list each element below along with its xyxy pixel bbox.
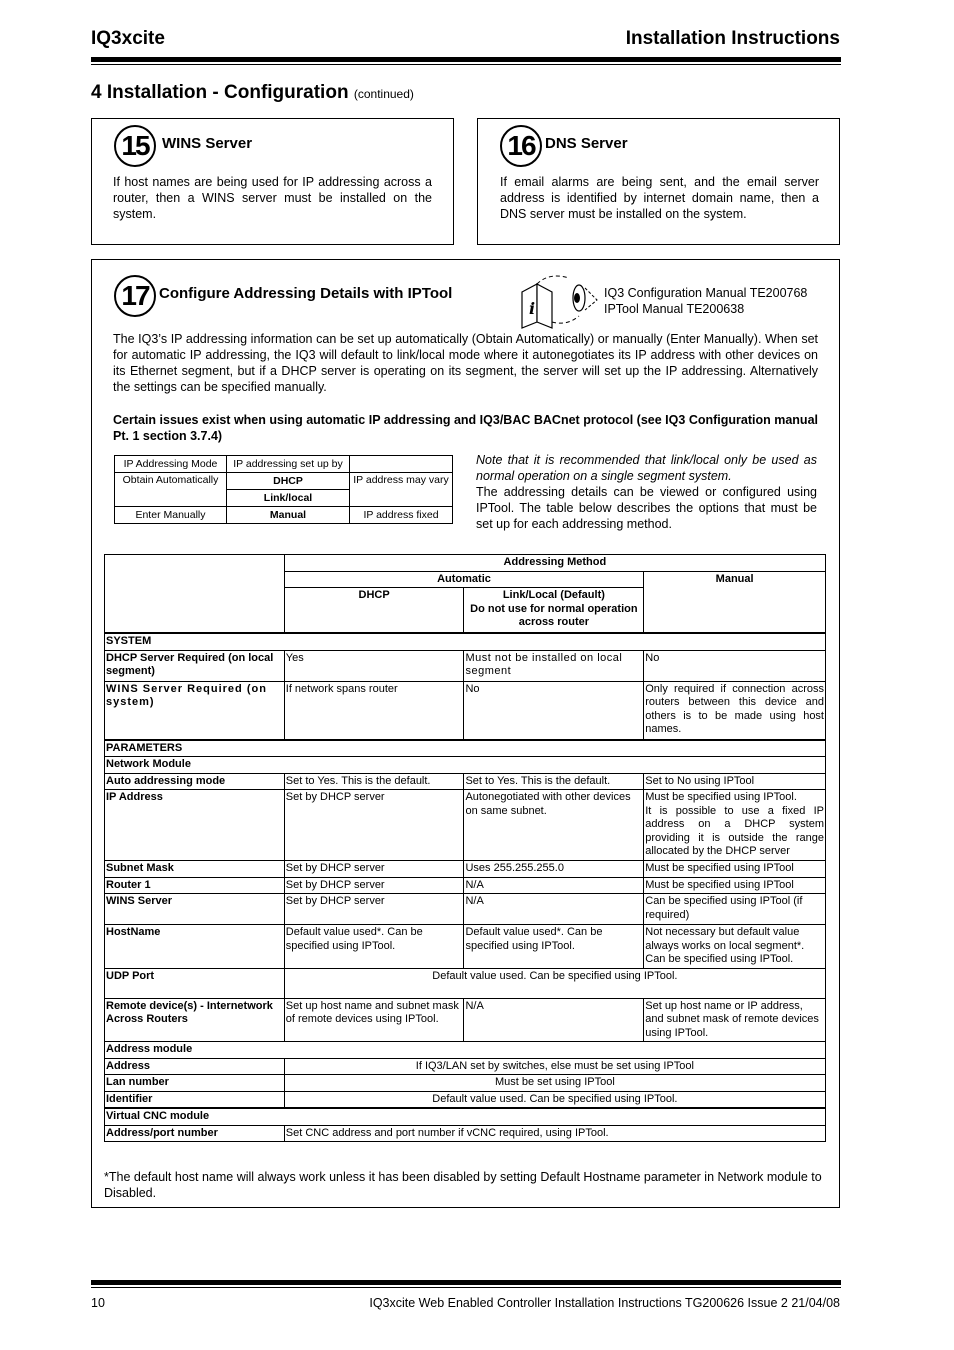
addressing-method-table xyxy=(104,554,826,1142)
table-cell: Enter Manually xyxy=(115,507,227,524)
table-cell: N/A xyxy=(464,998,644,1042)
section-title-text: 4 Installation - Configuration xyxy=(91,82,349,103)
table-row xyxy=(105,877,826,894)
table-cell: Set by DHCP server xyxy=(284,861,464,878)
table-cell: Address/port number xyxy=(105,1125,285,1142)
table-row xyxy=(105,681,826,740)
table-row xyxy=(105,968,826,998)
table-cell: Set by DHCP server xyxy=(284,790,464,861)
table-cell: Must be specified using IPTool. It is possible to use a fixed IP address on a DHCP system providing it is outside the range allocated by the DHCP server xyxy=(644,790,826,861)
table-cell: Default value used. Can be specified using IPTool. xyxy=(284,968,825,998)
table-header: Addressing Method xyxy=(284,555,825,572)
table-cell: Remote device(s) - Internetwork Across Routers xyxy=(105,998,285,1042)
table-cell: Set CNC address and port number if vCNC required, using IPTool. xyxy=(284,1125,825,1142)
table-cell: Uses 255.255.255.0 xyxy=(464,861,644,878)
table-cell: UDP Port xyxy=(105,968,285,998)
step-number-17: 17 xyxy=(114,275,156,317)
table-header: IP Addressing Mode xyxy=(115,456,227,473)
dns-server-title: DNS Server xyxy=(545,135,628,152)
table-cell: Set to Yes. This is the default. xyxy=(284,773,464,790)
step-number-16: 16 xyxy=(500,125,542,167)
table-cell: N/A xyxy=(464,894,644,925)
table-cell: Manual xyxy=(227,507,350,524)
table-header: Automatic xyxy=(284,571,643,588)
addressing-note xyxy=(476,452,817,532)
table-row xyxy=(105,861,826,878)
table-cell: Network Module xyxy=(105,757,826,774)
table-row xyxy=(105,1091,826,1108)
table-cell: PARAMETERS xyxy=(105,740,826,757)
table-row xyxy=(115,456,453,473)
dns-server-box xyxy=(477,118,840,245)
page-number: 10 xyxy=(91,1296,105,1310)
table-cell: Not necessary but default value always works on local segment*. Can be specified using IPTool. xyxy=(644,925,826,969)
table-cell: Address module xyxy=(105,1042,826,1059)
table-row xyxy=(105,555,826,572)
table-cell: SYSTEM xyxy=(105,633,826,650)
table-cell: Set by DHCP server xyxy=(284,894,464,925)
reference-iptool-manual: IPTool Manual TE200638 xyxy=(604,302,745,316)
table-row xyxy=(115,473,453,490)
table-header: IP addressing set up by xyxy=(227,456,350,473)
footer-rule xyxy=(91,1280,841,1285)
table-row xyxy=(105,925,826,969)
table-cell: Auto addressing mode xyxy=(105,773,285,790)
table-row xyxy=(105,894,826,925)
table-row xyxy=(105,633,826,650)
header-rule-thin xyxy=(91,64,841,65)
dns-server-text: If email alarms are being sent, and the email server address is identified by internet domain name, then a DNS server must be installed on the system. xyxy=(500,175,819,221)
table-row xyxy=(105,773,826,790)
table-header: Link/Local (Default) Do not use for normal operation across router xyxy=(464,588,644,634)
table-cell: Must be specified using IPTool xyxy=(644,877,826,894)
table-cell: DHCP xyxy=(227,473,350,490)
table-cell: Default value used*. Can be specified using IPTool. xyxy=(284,925,464,969)
section-continued: (continued) xyxy=(353,87,414,101)
table-cell: Identifier xyxy=(105,1091,285,1108)
table-row xyxy=(115,507,453,524)
table-cell: HostName xyxy=(105,925,285,969)
wins-server-box xyxy=(91,118,454,245)
table-cell: Virtual CNC module xyxy=(105,1108,826,1125)
iptool-note: The addressing details can be viewed or configured using IPTool. The table below describes the options that must be set up for each addressing method. xyxy=(476,485,817,531)
table-cell: Can be specified using IPTool (if required) xyxy=(644,894,826,925)
table-cell: DHCP Server Required (on local segment) xyxy=(105,650,285,681)
wins-server-text: If host names are being used for IP addressing across a router, then a WINS server must be installed on the system. xyxy=(113,175,432,221)
table-cell xyxy=(105,555,285,634)
table-row xyxy=(105,998,826,1042)
table-row xyxy=(105,1108,826,1125)
table-header: DHCP xyxy=(284,588,464,634)
table-cell: IP Address xyxy=(105,790,285,861)
table-cell: Obtain Automatically xyxy=(115,473,227,507)
table-cell: Autonegotiated with other devices on same subnet. xyxy=(464,790,644,861)
footer-doc-info: IQ3xcite Web Enabled Controller Installation Instructions TG200626 Issue 2 21/04/08 xyxy=(369,1296,840,1310)
table-row xyxy=(105,1125,826,1142)
table-cell: WINS Server Required (on system) xyxy=(105,681,285,740)
table-cell: If IQ3/LAN set by switches, else must be set using IPTool xyxy=(284,1058,825,1075)
table-cell: Must be set using IPTool xyxy=(284,1075,825,1092)
reference-config-manual: IQ3 Configuration Manual TE200768 xyxy=(604,286,808,300)
table-cell: Link/local xyxy=(227,490,350,507)
table-cell: Set to Yes. This is the default. xyxy=(464,773,644,790)
table-cell: Default value used*. Can be specified using IPTool. xyxy=(464,925,644,969)
table-cell: Address xyxy=(105,1058,285,1075)
table-row xyxy=(105,790,826,861)
wins-server-title: WINS Server xyxy=(162,135,253,152)
header-rule xyxy=(91,57,841,62)
bacnet-warning-paragraph: Certain issues exist when using automatic IP addressing and IQ3/BAC BACnet protocol (see IQ3 Configuration manual Pt. 1 section 3.7.4) xyxy=(113,413,818,443)
hostname-footnote: *The default host name will always work unless it has been disabled by setting Default Hostname parameter in Network module to Disabled. xyxy=(104,1170,822,1200)
table-cell: Set by DHCP server xyxy=(284,877,464,894)
table-cell: Must be specified using IPTool xyxy=(644,861,826,878)
table-cell: No xyxy=(644,650,826,681)
table-cell: Router 1 xyxy=(105,877,285,894)
footer-rule-thin xyxy=(91,1287,841,1288)
iptool-config-box xyxy=(91,259,840,1208)
table-cell: Yes xyxy=(284,650,464,681)
header-doc-name: IQ3xcite xyxy=(91,28,165,49)
manual-references xyxy=(604,285,807,317)
table-cell: Lan number xyxy=(105,1075,285,1092)
table-row xyxy=(105,1058,826,1075)
table-cell: N/A xyxy=(464,877,644,894)
table-header: Manual xyxy=(644,571,826,633)
table-cell: IP address fixed xyxy=(350,507,453,524)
table-row xyxy=(105,740,826,757)
table-cell: Only required if connection across routers between this device and others is to be made using host names. xyxy=(644,681,826,740)
table-cell xyxy=(350,456,453,473)
table-cell: No xyxy=(464,681,644,740)
section-title xyxy=(91,82,414,104)
table-row xyxy=(105,650,826,681)
table-row xyxy=(105,1075,826,1092)
addressing-mode-summary-table xyxy=(114,455,453,524)
table-cell: Set to No using IPTool xyxy=(644,773,826,790)
addressing-intro-paragraph: The IQ3’s IP addressing information can be set up automatically (Obtain Automatically) or manually (Enter Manually). When set for automatic IP addressing, the IQ3 will default to link/local mode where it autonegotiates its IP address with other devices on its Ethernet segment, but if a DHCP server is operating on its segment, the server will set up the IP addressing. Alternatively the settings can be specified manually. xyxy=(113,332,818,394)
table-row xyxy=(105,1042,826,1059)
table-cell: Must not be installed on local segment xyxy=(464,650,644,681)
table-row xyxy=(105,757,826,774)
table-cell: Set up host name or IP address, and subnet mask of remote devices using IPTool. xyxy=(644,998,826,1042)
table-cell: IP address may vary xyxy=(350,473,453,507)
svg-text:i: i xyxy=(529,299,536,318)
manual-reference-icon xyxy=(519,270,604,330)
table-cell: Subnet Mask xyxy=(105,861,285,878)
link-local-note: Note that it is recommended that link/local only be used as normal operation on a single segment system. xyxy=(476,453,817,483)
header-doc-type: Installation Instructions xyxy=(625,28,840,49)
table-cell: Default value used. Can be specified using IPTool. xyxy=(284,1091,825,1108)
iptool-title: Configure Addressing Details with IPTool xyxy=(159,285,453,302)
table-cell: Set up host name and subnet mask of remote devices using IPTool. xyxy=(284,998,464,1042)
table-cell: WINS Server xyxy=(105,894,285,925)
step-number-15: 15 xyxy=(114,125,156,167)
table-cell: If network spans router xyxy=(284,681,464,740)
